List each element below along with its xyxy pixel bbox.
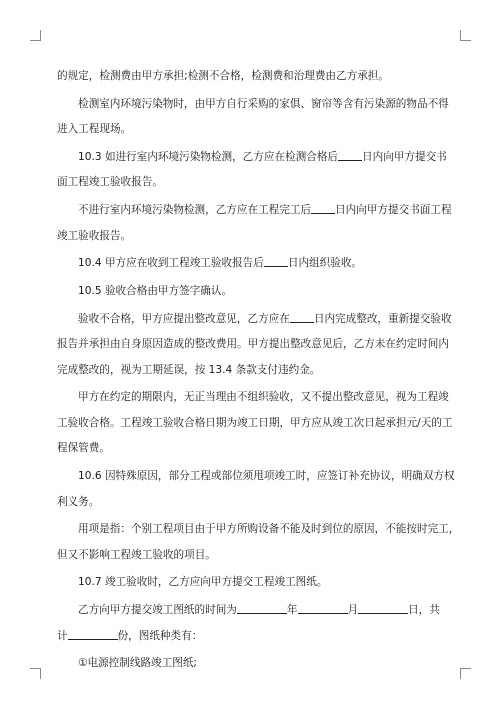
text-segment: 乙方向甲方提交竣工图纸的时间为 xyxy=(78,604,237,617)
crop-mark-top-right xyxy=(460,30,471,41)
text-segment: 10.3 如进行室内环境污染物检测，乙方应在检测合格后 xyxy=(78,150,339,163)
paragraph xyxy=(57,517,460,568)
paragraph xyxy=(57,385,453,462)
blank-field[interactable] xyxy=(298,603,348,614)
text-segment: 验收不合格，甲方应提出整改意见，乙方应在 xyxy=(78,312,290,325)
text-segment: 月 xyxy=(347,604,359,617)
crop-mark-top-left xyxy=(30,30,41,41)
text-segment: 计 xyxy=(57,629,68,642)
text-line: 的规定，检测费由甲方承担;检测不合格，检测费和治理费由乙方承担。 xyxy=(57,70,389,82)
blank-field[interactable] xyxy=(68,629,118,640)
text-line: 检测室内环境污染物时，由甲方自行采购的家俱、窗帘等含有污染源的物品不得 xyxy=(78,97,449,110)
text-line: 但又不影响工程竣工验收的项目。 xyxy=(57,548,216,561)
paragraph xyxy=(57,307,452,384)
text-segment: 日，共 xyxy=(408,604,440,617)
paragraph xyxy=(57,464,455,515)
blank-field[interactable] xyxy=(237,603,287,614)
text-segment: 不进行室内环境污染物检测，乙方应在工程完工后 xyxy=(78,204,312,217)
text-line: 竣工验收报告。 xyxy=(57,229,132,242)
text-line xyxy=(57,598,449,624)
text-line xyxy=(57,307,452,333)
text-line: 程保管费。 xyxy=(57,442,110,455)
text-segment: 日内组织验收。 xyxy=(287,257,363,270)
text-line: 10.6 因特殊原因，部分工程或部位须甩项竣工时，应签订补充协议，明确双方权 xyxy=(78,470,455,482)
paragraph xyxy=(57,570,449,596)
paragraph xyxy=(57,279,449,305)
text-line: 面工程竣工验收报告。 xyxy=(57,176,163,189)
paragraph xyxy=(57,651,449,677)
text-line: ①电源控制线路竣工图纸; xyxy=(78,657,198,670)
text-segment: 日内完成整改，重新提交验收 xyxy=(313,312,452,325)
text-segment: 日内向甲方提交书 xyxy=(362,150,447,163)
blank-field[interactable] xyxy=(358,603,408,614)
paragraph xyxy=(57,64,449,90)
paragraph xyxy=(57,92,449,143)
text-line: 完成整改的，视为工期延误，按 13.4 条款支付违约金。 xyxy=(57,363,321,376)
text-segment: 份，图纸种类有： xyxy=(117,629,203,642)
text-line: 10.5 验收合格由甲方签字确认。 xyxy=(78,284,233,297)
document-page xyxy=(57,64,460,679)
text-line: 工验收合格。工程竣工验收合格日期为竣工日期，甲方应从竣工次日起承担元/天的工 xyxy=(57,416,453,429)
text-line: 进入工程现场。 xyxy=(57,123,132,136)
paragraph xyxy=(57,145,449,196)
text-line: 甲方在约定的期限内，无正当理由不组织验收，又不提出整改意见，视为工程竣 xyxy=(78,391,449,404)
text-line: 10.7 竣工验收时，乙方应向甲方提交工程竣工图纸。 xyxy=(78,576,328,589)
crop-mark-bottom-right xyxy=(460,668,471,679)
text-line: 用项是指：个别工程项目由于甲方所购设备不能及时到位的原因，不能按时完工， xyxy=(78,523,460,536)
blank-field[interactable] xyxy=(311,203,335,214)
text-line xyxy=(57,145,449,171)
blank-field[interactable] xyxy=(290,312,314,323)
text-line: 报告并承担由自身原因造成的整改费用。甲方提出整改意见后，乙方未在约定时间内 xyxy=(57,338,449,351)
paragraph xyxy=(57,251,449,277)
text-line xyxy=(57,624,449,650)
paragraph xyxy=(57,598,449,649)
text-segment: 日内向甲方提交书面工程 xyxy=(335,204,452,217)
text-line xyxy=(57,198,452,224)
paragraph xyxy=(57,198,452,249)
text-line: 利义务。 xyxy=(57,495,100,508)
text-segment: 10.4 甲方应在收到工程竣工验收报告后 xyxy=(78,257,264,270)
text-line xyxy=(57,251,449,277)
blank-field[interactable] xyxy=(264,256,288,267)
crop-mark-bottom-left xyxy=(30,668,41,679)
text-segment: 年 xyxy=(286,604,298,617)
blank-field[interactable] xyxy=(338,150,362,161)
